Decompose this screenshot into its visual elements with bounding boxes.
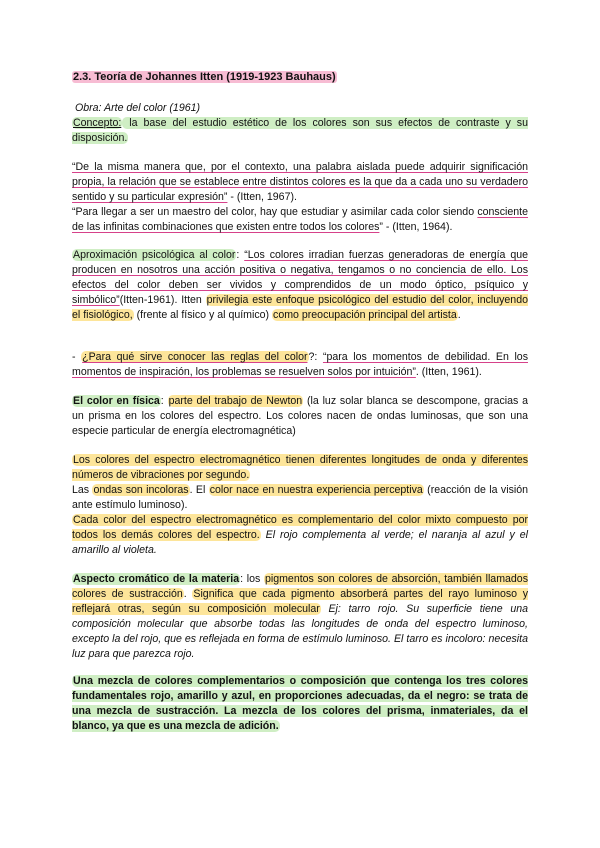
fisica-highlight: parte del trabajo de Newton	[168, 395, 303, 407]
reglas-paragraph	[72, 350, 528, 380]
aproximacion-highlight-1: privilegia este enfoque psicológico del estudio del color, incluyendo el fisiológico,	[72, 294, 528, 321]
aproximacion-quote: “Los colores irradian fuerzas generadoras de energía que producen en nosotros una acción positiva o negativa, tengamos o no conciencia de ello. Los efectos del color deben ser vividos y comprendidos de un modo óptico, psíquico y simbólico”	[72, 249, 528, 306]
reglas-question: ¿Para qué sirve conocer las reglas del color	[82, 351, 308, 363]
aproximacion-colon: :	[236, 249, 245, 261]
aspecto-label: Aspecto cromático de la materia	[73, 573, 240, 585]
quote2-pre: “Para llegar a ser un maestro del color, hay que estudiar y asimilar cada color siendo	[72, 206, 478, 218]
quote-paragraph	[72, 160, 528, 235]
espectro-highlight-1: Los colores del espectro electromagnético tienen diferentes longitudes de onda y diferentes números de vibraciones por segundo.	[72, 454, 528, 481]
mezcla-text: Una mezcla de colores complementarios o composición que contenga los tres colores fundamentales rojo, amarillo y azul, en proporciones adecuadas, da el negro: se trata de una mezcla de sustracción. La mezcla de los colores del prisma, inmateriales, da el blanco, ya que es una mezcla de adición.	[72, 675, 528, 732]
aspecto-colon: : los	[240, 573, 264, 585]
aproximacion-mid: (frente al físico y al químico)	[133, 309, 273, 321]
fisica-paragraph	[72, 394, 528, 439]
concepto-text: la base del estudio estético de los colores son sus efectos de contraste y su disposición.	[72, 117, 528, 144]
aspecto-italic: Ej: tarro rojo. Su superficie tiene una composición molecular que absorbe todas las longitudes de onda del espectro luminoso, excepto la del rojo, que es reflejada en forma de estímulo luminoso. El tarro es incoloro: necesita luz para que parezca rojo.	[72, 603, 528, 660]
aproximacion-end: .	[457, 309, 461, 321]
fisica-label: El color en física	[73, 395, 160, 407]
espectro-highlight-2: ondas son incoloras	[93, 484, 189, 496]
concepto-label: Concepto:	[73, 117, 122, 129]
quote2-highlight: consciente de las infinitas combinaciones que existen entre todos los colores	[72, 206, 528, 233]
espectro-paragraph	[72, 453, 528, 558]
reglas-mid: ?:	[308, 351, 323, 363]
aspecto-dot: .	[183, 588, 193, 600]
quote1-text: “De la misma manera que, por el contexto, una palabra aislada puede adquirir significación propia, la relación que se establece entre distintos colores es la que da a cada uno su verdadero sentido y su particular expresión”	[72, 161, 528, 203]
quote1-citation: - (Itten, 1967).	[227, 191, 297, 203]
mezcla-paragraph	[72, 674, 528, 734]
aspecto-paragraph	[72, 572, 528, 662]
aproximacion-label: Aproximación psicológica al color	[73, 249, 236, 261]
reglas-end: . (Itten, 1961).	[415, 366, 482, 378]
aproximacion-paragraph	[72, 248, 528, 323]
espectro-line2a: Las	[72, 484, 93, 496]
heading-highlight: 2.3. Teoría de Johannes Itten (1919-1923 Bauhaus)	[73, 71, 336, 83]
espectro-line2c: (reacción de la visión ante estímulo luminoso).	[72, 484, 529, 511]
reglas-dash: -	[72, 351, 82, 363]
quote2-citation: ” - (Itten, 1964).	[379, 221, 453, 233]
aproximacion-highlight-2: como preocupación principal del artista	[273, 309, 457, 321]
aproximacion-ref: (Itten-1961). Itten	[119, 294, 206, 306]
espectro-highlight-4: Cada color del espectro electromagnético es complementario del color mixto compuesto por todos los demás colores del espectro.	[72, 514, 528, 541]
fisica-colon: :	[160, 395, 168, 407]
reglas-answer: “para los momentos de debilidad. En los momentos de inspiración, los problemas se resuelven solos por intuición”	[72, 351, 528, 378]
fisica-text: (la luz solar blanca se descompone, gracias a un prisma en los colores del espectro. Los colores nacen de ondas luminosas, que son una especie particular de energía electromagnética)	[72, 395, 528, 437]
section-heading	[72, 70, 528, 85]
espectro-highlight-3: color nace en nuestra experiencia perceptiva	[209, 484, 423, 496]
obra-line: Obra: Arte del color (1961)	[75, 102, 201, 114]
espectro-italic: El rojo complementa al verde; el naranja al azul y el amarillo al violeta.	[72, 529, 528, 556]
aspecto-highlight-1: pigmentos son colores de absorción, también llamados colores de sustracción	[72, 573, 528, 600]
concepto-paragraph	[72, 116, 528, 146]
espectro-line2b: . El	[189, 484, 209, 496]
aspecto-highlight-2: Significa que cada pigmento absorberá partes del rayo luminoso y reflejará otras, según su composición molecular	[72, 588, 529, 615]
